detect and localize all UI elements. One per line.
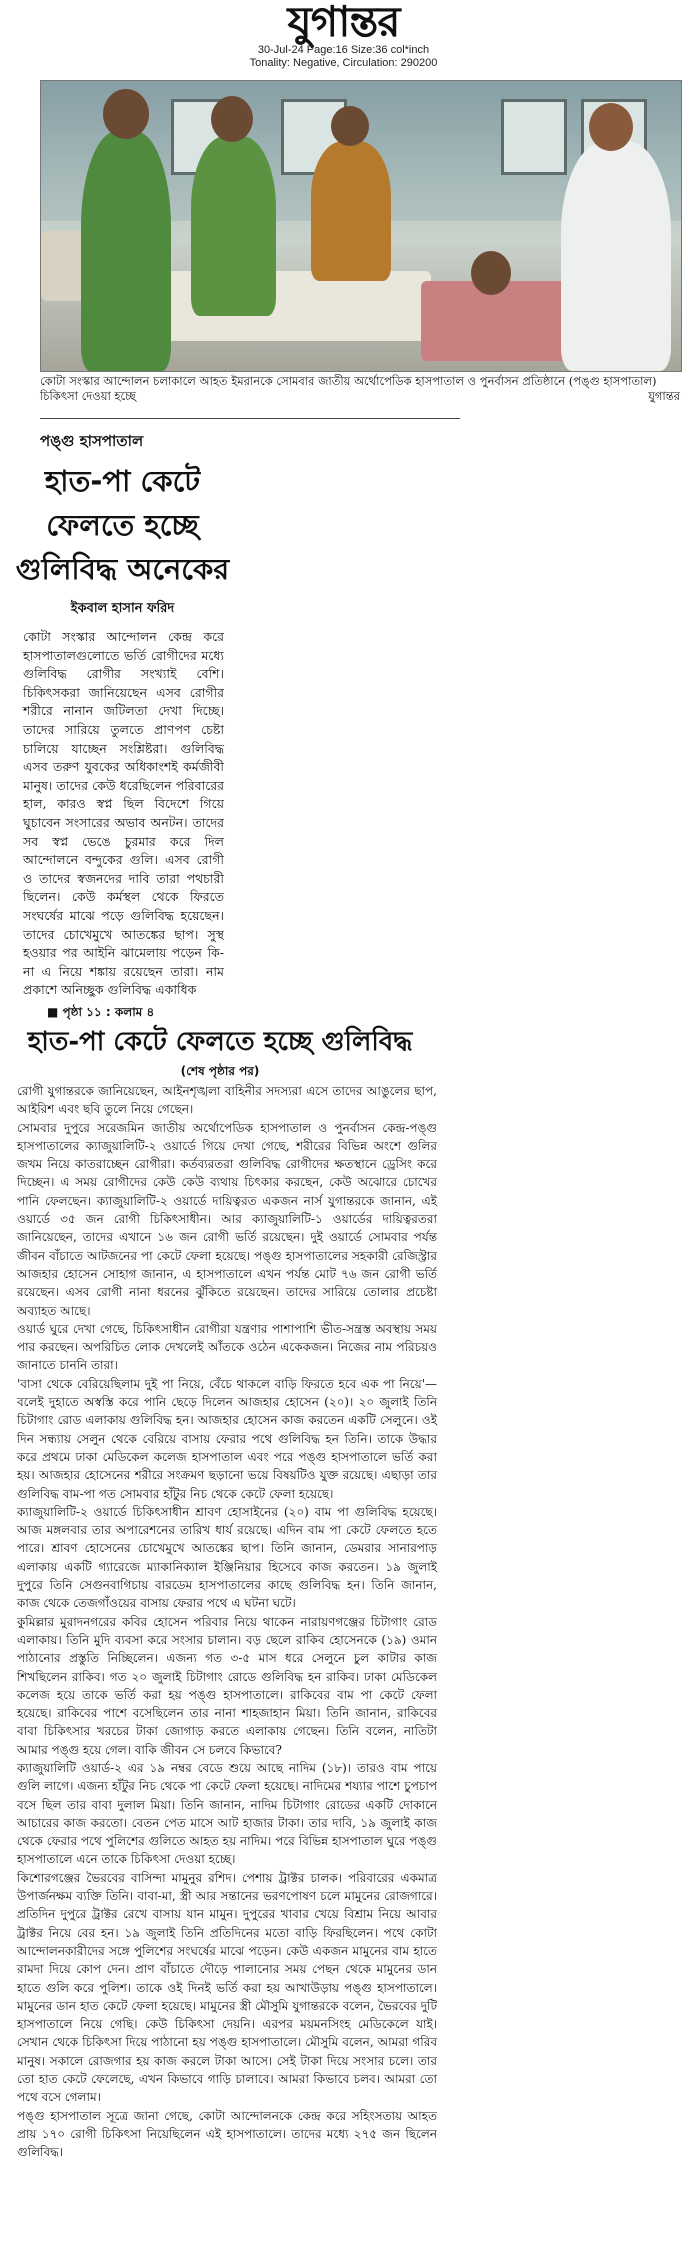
lead-body: কোটা সংস্কার আন্দোলন কেন্দ্র করে হাসপাতালগুলোতে ভর্তি রোগীদের মধ্যে গুলিবিদ্ধ রোগীর সংখ্যাই বেশি। চিকিৎসকরা জানিয়েছেন এসব রোগীর শরীরে নানান জটিলতা দেখা দিচ্ছে। তাদের সারিয়ে তুলতে প্রাণপণ চেষ্টা চালিয়ে যাচ্ছেন সংশ্লিষ্টরা। গুলিবিদ্ধ এসব তরুণ যুবকের অধিকাংশই কর্মজীবী মানুষ। তাদের কেউ ধরেছিলেন পরিবারের হাল, কারও স্বপ্ন ছিল বিদেশে গিয়ে ঘুচাবেন সংসারের অভাব অনটন। তাদের সব স্বপ্ন ভেঙে চুরমার করে দিল আন্দোলনে বন্দুকের গুলি। এসব রোগী ও তাদের স্বজনদের দাবি তারা পথচারী ছিলেন। কেউ কর্মস্থল থেকে ফিরতে সংঘর্ষের মাঝে পড়ে গুলিবিদ্ধ হয়েছেন। তাদের চোখেমুখে আতঙ্কের ছাপ। সুস্থ হওয়ার পর আইনি ঝামেলায় পড়েন কি-না এ নিয়ে শঙ্কায় রয়েছেন তারা। নাম প্রকাশে অনিচ্ছুক গুলিবিদ্ধ একাধিক — [23, 629, 224, 998]
clip-date-line: 30-Jul-24 Page:16 Size:36 col*inch — [257, 44, 430, 56]
article-paragraph: পঙ্গু হাসপাতাল সূত্রে জানা গেছে, কোটা আন্দোলনকে কেন্দ্র করে সহিংসতায় আহত প্রায় ১৭০ রোগী চিকিৎসা নিয়েছিলেন এই হাসপাতালে। তাদের মধ্যে ২৭৫ জন ছিলেন গুলিবিদ্ধ। — [17, 2108, 437, 2160]
article-paragraph: ওয়ার্ড ঘুরে দেখা গেছে, চিকিৎসাধীন রোগীরা যন্ত্রণার পাশাপাশি ভীত-সন্ত্রস্ত অবস্থায় সময় পার করছেন। অপরিচিত লোক দেখলেই আঁতকে ওঠেন একেকজন। নিজের নাম পরিচয়ও জানাতে চাননি তারা। — [17, 1321, 437, 1373]
byline: ইকবাল হাসান ফরিদ — [70, 601, 175, 616]
photo-credit: যুগান্তর — [648, 389, 680, 403]
continuation-article — [17, 1082, 437, 2162]
photo-doctor — [561, 141, 671, 371]
article-paragraph: কিশোরগঞ্জের ভৈরবের বাসিন্দা মামুনুর রশিদ। পেশায় ট্রাক্টর চালক। পরিবারের একমাত্র উপার্জনক্ষম ব্যক্তি তিনি। বাবা-মা, স্ত্রী আর সন্তানের ভরণপোষণ চলে মামুনের রোজগারে। প্রতিদিন দুপুরে ট্রাক্টর রেখে বাসায় যান মামুন। দুপুরের খাবার খেয়ে বিশ্রাম নিয়ে আবার ট্রাক্টর নিয়ে বের হন। ১৯ জুলাই তিনি প্রতিদিনের মতো বাড়ি ফিরছিলেন। পথে কোটা আন্দোলনকারীদের সঙ্গে পুলিশের সংঘর্ষের মাঝে পড়েন। কেউ একজন মামুনের বাম হাতে রামদা দিয়ে কোপ দেন। প্রাণ বাঁচাতে দৌড়ে পালানোর সময় পেছন থেকে মামুনের ডান হাতে গুলি করে পুলিশ। তাকে ওই দিনই ভর্তি করা হয় আখাউড়ায় পঙ্গু হাসপাতালে। মামুনের ডান হাত কেটে ফেলা হয়েছে। মামুনের স্ত্রী মৌসুমি যুগান্তরকে বলেন, ভৈরবের দুটি হাসপাতালে নিয়ে গেছি। কেউ চিকিৎসা দেয়নি। এরপর ময়মনসিংহ মেডিকেলে যাই। সেখান থেকে চিকিৎসা দিয়ে পাঠানো হয় পঙ্গু হাসপাতালে। মৌসুমি বলেন, আমরা গরিব মানুষ। সকালে রোজগার হয় কাজ করলে টাকা আসে। সেই টাকা দিয়ে সংসার চলে। তার তো হাত কেটে ফেলেছে, এখন কিভাবে গাড়ি চালাবে। আমরা কিভাবে চলব। আমরা তো পথে বসে গেলাম। — [17, 1870, 437, 2105]
article-paragraph: রোগী যুগান্তরকে জানিয়েছেন, আইনশৃঙ্খলা বাহিনীর সদস্যরা এসে তাদের আঙুলের ছাপ, আইরিশ এবং ছবি তুলে নিয়ে গেছেন। — [17, 1084, 437, 1117]
jump-reference: ■ পৃষ্ঠা ১১ : কলাম ৪ — [47, 1004, 155, 1019]
clip-tonality-line: Tonality: Negative, Circulation: 290200 — [249, 57, 438, 69]
continuation-subhead: (শেষ পৃষ্ঠার পর) — [180, 1064, 260, 1078]
photo-caption-block — [40, 374, 680, 404]
article-paragraph: সোমবার দুপুরে সরেজমিন জাতীয় অর্থোপেডিক হাসপাতাল ও পুনর্বাসন কেন্দ্র-পঙ্গু হাসপাতালের ক্যাজুয়ালিটি-২ ওয়ার্ডে গিয়ে দেখা গেছে, শরীরের বিভিন্ন অংশে গুলির জখম নিয়ে কাতরাচ্ছেন রোগীরা। কর্তব্যরতরা গুলিবিদ্ধ রোগীদের ক্ষতস্থানে ড্রেসিং করে দিচ্ছেন। এ সময় রোগীদের কেউ কেউ ব্যথায় চিৎকার করছেন, কেউ অঝোরে চোখের পানি ফেলছেন। ক্যাজুয়ালিটি-২ ওয়ার্ডে দায়িত্বরত একজন নার্স যুগান্তরকে জানান, এই ওয়ার্ডে ৩৫ জন রোগী চিকিৎসাধীন। আর ক্যাজুয়ালিটি-১ ওয়ার্ডের দায়িত্বরতরা জানিয়েছেন, তাদের এখানে ১৬ জন রোগী ভর্তি রয়েছেন। দুই ওয়ার্ডে সোমবার পর্যন্ত জীবন বাঁচাতে আটজনের পা কেটে ফেলা হয়েছে। পঙ্গু হাসপাতালের সহকারী রেজিস্ট্রার আজহার হোসেন সোহাগ জানান, এ হাসপাতালে এখন পর্যন্ত মোট ৭৬ জন রোগী ভর্তি রয়েছেন। এসব রোগী নানা ধরনের ঝুঁকিতে রয়েছেন। তাদের সারিয়ে তোলার প্রচেষ্টা অব্যাহত আছে। — [17, 1120, 437, 1318]
photo-head — [589, 103, 633, 151]
photo-head — [103, 89, 149, 139]
divider — [40, 418, 460, 419]
photo-patient-head — [471, 251, 511, 295]
photo-window — [501, 99, 567, 175]
article-paragraph: ক্যাজুয়ালিটি-২ ওয়ার্ডে চিকিৎসাধীন শ্রাবণ হোসাইনের (২০) বাম পা গুলিবিদ্ধ হয়েছে। আজ মঙ্গলবার তার অপারেশনের তারিখ ধার্য রয়েছে। এদিন বাম পা কেটে ফেলতে হতে পারে। শ্রাবণ হোসেনের চোখেমুখে আতঙ্কের ছাপ। তিনি জানান, ডেমরার সানারপাড় এলাকায় একটি গ্যারেজে ম্যাকানিক্যাল ইঞ্জিনিয়ার হিসেবে কাজ করতেন। ১৯ জুলাই দুপুরে তিনি সেগুনবাগিচায় বারডেম হাসপাতালের কাছে গুলিবিদ্ধ হন। তিনি জানান, কাজ থেকে তেজগাঁওয়ের বাসায় ফেরার পথে এ ঘটনা ঘটে। — [17, 1504, 437, 1611]
article-paragraph: 'বাসা থেকে বেরিয়েছিলাম দুই পা নিয়ে, বেঁচে থাকলে বাড়ি ফিরতে হবে এক পা নিয়ে'—বলেই দুহাতে অস্বস্তি করে পানি ছেড়ে দিলেন আজহার হোসেন (২০)। ২০ জুলাই তিনি চিটাগাং রোড এলাকায় গুলিবিদ্ধ হন। আজহার হোসেন কাজ করতেন একটি সেলুনে। ওই দিন সন্ধ্যায় সেলুন থেকে বেরিয়ে বাসায় ফেরার পথে গুলিবিদ্ধ হন তিনি। তাকে উদ্ধার করে প্রথমে ঢাকা মেডিকেল কলেজ হাসপাতাল এবং পরে পঙ্গু হাসপাতালে ভর্তি করা হয়। আজহার হোসেনের শরীরে সংক্রমণ ছড়ানো ভয়ে বিষয়টিও যুক্ত রয়েছে। এছাড়া তার গুলিবিদ্ধ বাম-পা গত সোমবার হাঁটুর নিচ থেকে কেটে ফেলা হয়েছে। — [17, 1376, 437, 1501]
photo-attendant — [191, 136, 276, 316]
story-kicker: পঙ্গু হাসপাতাল — [40, 432, 144, 450]
headline-line: গুলিবিদ্ধ অনেকের — [15, 552, 230, 586]
photo-head — [331, 106, 369, 146]
story-headline — [15, 459, 230, 591]
photo-attendant — [81, 131, 171, 371]
photo-visitor — [311, 141, 391, 281]
headline-line: হাত-পা কেটে — [44, 464, 201, 498]
news-photo — [40, 80, 682, 372]
headline-line: ফেলতে হচ্ছে — [46, 508, 199, 542]
lead-story — [15, 426, 230, 1024]
article-paragraph: ক্যাজুয়ালিটি ওয়ার্ড-২ এর ১৯ নম্বর বেডে শুয়ে আছে নাদিম (১৮)। তারও বাম পায়ে গুলি লাগে। এজন্য হাঁটুর নিচ থেকে পা কেটে ফেলা হয়েছে। নাদিমের শয্যার পাশে চুপচাপ বসে ছিল তার বাবা দুলাল মিয়া। তিনি জানান, নাদিম চিটাগাং রোডের একটি দোকানে আচারের কাজ করতো। বেতন পেত মাসে আট হাজার টাকা। তার দাবি, ১৯ জুলাই কাজ থেকে ফেরার পথে পুলিশের গুলিতে আহত হয় নাদিম। পরে বিভিন্ন হাসপাতাল ঘুরে পঙ্গু হাসপাতালে এনে তাকে চিকিৎসা দেওয়া হচ্ছে। — [17, 1760, 437, 1867]
newspaper-logo: যুগান্তর — [287, 0, 400, 46]
article-paragraph: কুমিল্লার মুরাদনগরের কবির হোসেন পরিবার নিয়ে থাকেন নারায়ণগঞ্জের চিটাগাং রোড এলাকায়। তিনি মুদি ব্যবসা করে সংসার চালান। বড় ছেলে রাকিব হোসেনকে (১৯) ওমান পাঠানোর প্রস্তুতি নিচ্ছিলেন। এজন্য গত ৩-৫ মাস ধরে সেলুনে চুল কাটার কাজ শিখছিলেন রাকিব। গত ২০ জুলাই চিটাগাং রোডে গুলিবিদ্ধ হন রাকিব। ঢাকা মেডিকেল কলেজ হয়ে তাকে ভর্তি করা হয় পঙ্গু হাসপাতালে। রাকিবের বাম পা কেটে ফেলা হয়েছে। রাকিবের পাশে বসেছিলেন তার নানা শাহজাহান মিয়া। তিনি জানান, রাকিবের বাবা চিকিৎসার খরচের টাকা জোগাড় করতে এলাকায় গেছেন। তিনি বলেন, নাতিটা আমার পঙ্গু হয়ে গেল। বাকি জীবন সে চলবে কিভাবে? — [17, 1614, 437, 1757]
photo-head — [211, 96, 253, 142]
continuation-headline: হাত-পা কেটে ফেলতে হচ্ছে গুলিবিদ্ধ — [27, 1027, 413, 1057]
masthead — [0, 0, 687, 80]
photo-caption: কোটা সংস্কার আন্দোলন চলাকালে আহত ইমরানকে সোমবার জাতীয় অর্থোপেডিক হাসপাতাল ও পুনর্বাসন প্রতিষ্ঠানে (পঙ্গু হাসপাতাল) চিকিৎসা দেওয়া হচ্ছে — [40, 374, 657, 403]
